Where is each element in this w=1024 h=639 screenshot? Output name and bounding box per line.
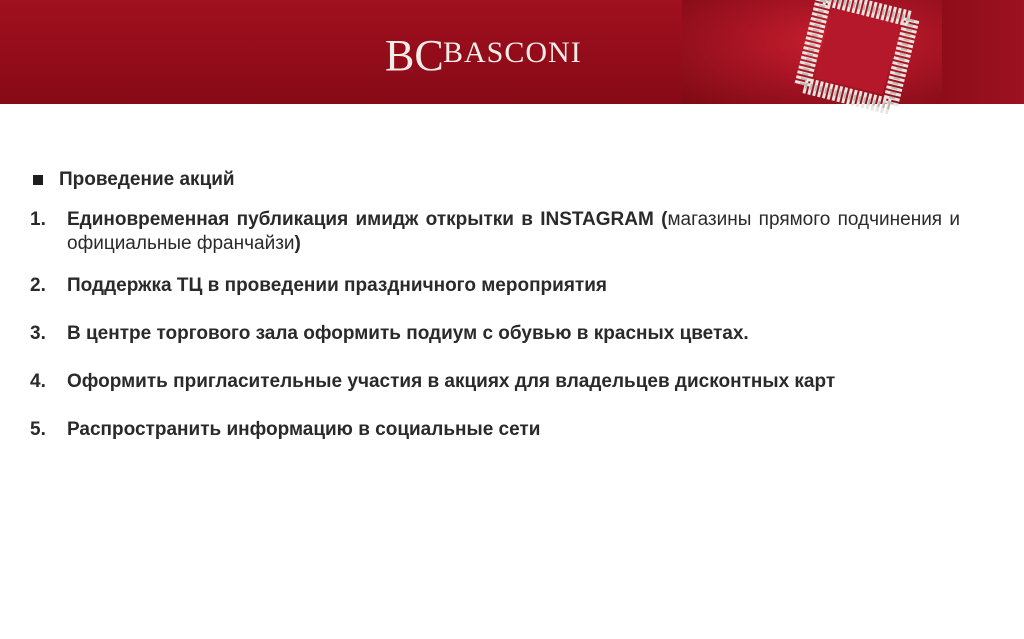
brand-logo [383, 30, 582, 80]
item-note-text: магазины прямого подчинения и официальные франчайзи [67, 209, 960, 254]
banner-edge [942, 0, 1024, 104]
list-item [30, 322, 960, 346]
slide-content [30, 168, 960, 466]
list-item-text: Распространить информацию в социальные сети [67, 419, 541, 440]
bc-monogram-icon [383, 30, 444, 80]
item-close-paren: ) [294, 233, 301, 254]
item-main-text: Единовременная публикация имидж открытки в INSTAGRAM ( [67, 209, 668, 230]
section-heading [30, 168, 960, 192]
list-item [30, 274, 960, 298]
list-item [30, 208, 960, 256]
square-bullet-icon [33, 175, 43, 185]
list-number: 2. [30, 275, 46, 296]
brand-name: BASCONI [443, 36, 582, 69]
list-item-text: В центре торгового зала оформить подиум с обувью в красных цветах. [67, 323, 749, 344]
list-number: 3. [30, 323, 46, 344]
list-number: 1. [30, 209, 46, 230]
list-number: 5. [30, 419, 46, 440]
list-item-text: Поддержка ТЦ в проведении праздничного мероприятия [67, 275, 607, 296]
list-item [30, 418, 960, 442]
list-item-text [67, 208, 960, 256]
svg-text:BC: BC [385, 31, 444, 80]
heading-text: Проведение акций [59, 169, 235, 190]
header-banner [0, 0, 1024, 104]
jewel-brooch-icon [782, 0, 932, 122]
list-item-text: Оформить пригласительные участия в акциях для владельцев дисконтных карт [67, 371, 836, 392]
list-item [30, 370, 960, 394]
list-number: 4. [30, 371, 46, 392]
